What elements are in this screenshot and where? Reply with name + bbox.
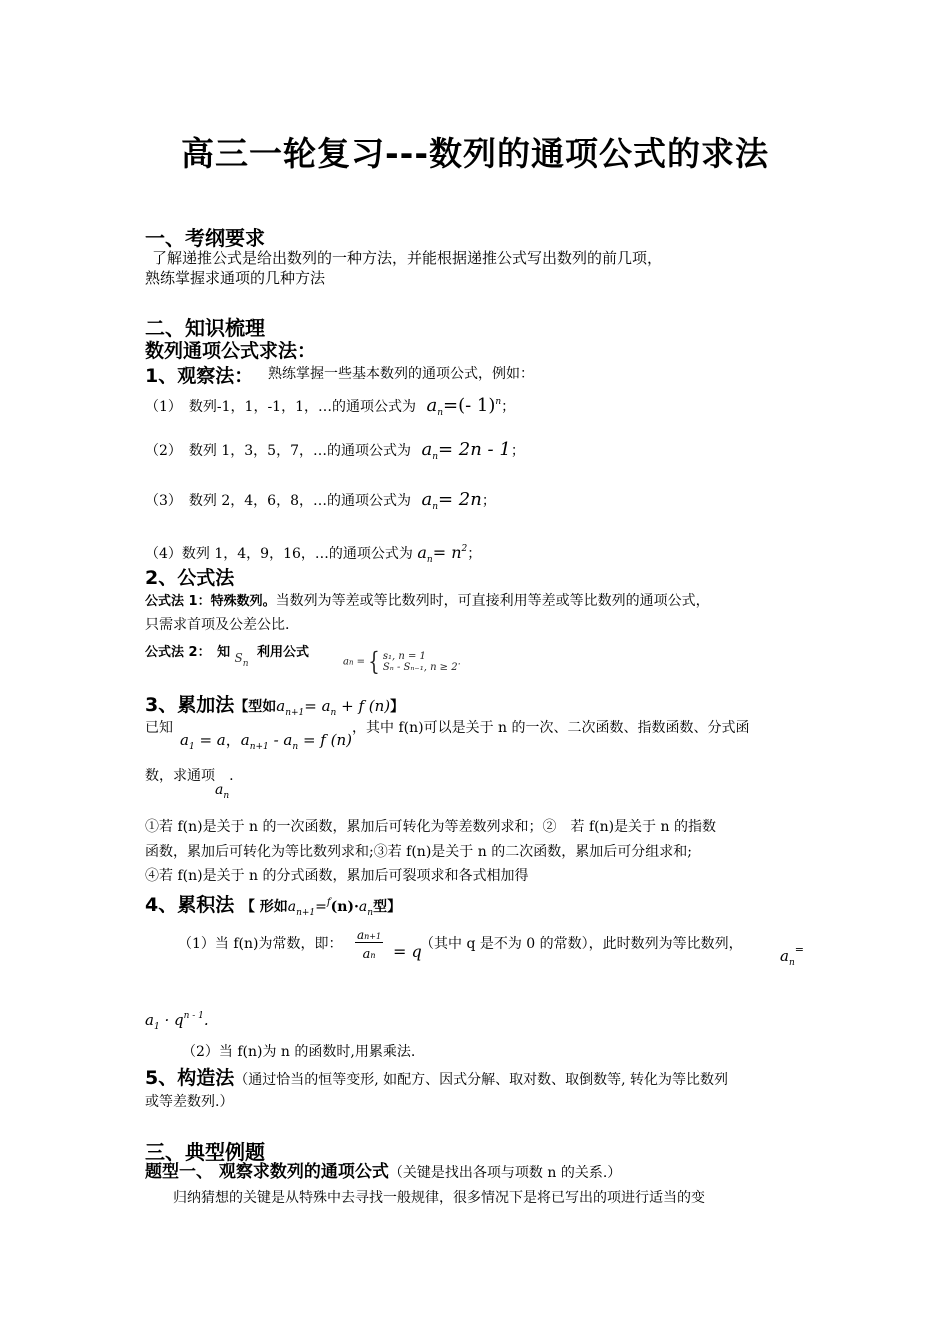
formula-method-1-label: 公式法 1：特殊数列。 xyxy=(145,594,276,609)
method-3-type-formula xyxy=(276,697,391,718)
formula-a: a xyxy=(417,543,427,562)
section-heading-exam-requirements: 一、考纲要求 xyxy=(145,226,265,250)
den-sub: n xyxy=(370,951,376,960)
formula-a: a xyxy=(426,395,438,416)
method-4-type-formula xyxy=(287,897,374,918)
method-3-heading xyxy=(145,690,404,718)
formula-method-2-line xyxy=(145,640,309,670)
example-1-line xyxy=(145,390,515,425)
method-4-case-1 xyxy=(178,932,342,956)
method-3-para-2: 函数，累加后可转化为等比数列求和;③若 f(n)是关于 n 的二次函数，累加后可分组求和; xyxy=(145,844,692,860)
an-a: a xyxy=(780,947,789,965)
num-a: a xyxy=(357,928,365,942)
k-minus: - a xyxy=(273,731,293,749)
method-4-case-1-rest: （其中 q 是不为 0 的常数），此时数列为等比数列， xyxy=(420,936,743,952)
formula-sub: n xyxy=(432,452,438,462)
f-a-sub: n+1 xyxy=(285,708,305,718)
an-sub: n xyxy=(788,958,795,968)
formula-rest: = 2n - 1 xyxy=(437,439,511,460)
example-2-formula xyxy=(421,439,510,460)
f-mid-sub: n xyxy=(330,708,337,718)
known-label: 已知 xyxy=(145,720,173,736)
f-mid: = a xyxy=(304,697,331,715)
num-sub: n+1 xyxy=(364,932,382,941)
example-3-formula xyxy=(421,489,481,510)
ratio-numerator xyxy=(355,928,383,943)
k-an-sub: n xyxy=(292,742,299,752)
formula-method-1-text: 当数列为等差或等比数列时，可直接利用等差或等比数列的通项公式， xyxy=(275,593,710,609)
g-end: . xyxy=(203,1011,209,1029)
f4-eq: = xyxy=(315,899,327,915)
method-5-text-1: （通过恰当的恒等变形, 如配方、因式分解、取对数、取倒数等, 转化为等比数列 xyxy=(234,1072,729,1088)
example-4-tail: ； xyxy=(467,546,482,562)
an-eq: = xyxy=(794,943,804,956)
formula-a: a xyxy=(421,439,433,460)
l2-a-sub: n xyxy=(223,791,230,801)
example-3-line xyxy=(145,488,496,519)
method-4-bracket-open: 【 形如 xyxy=(240,899,288,915)
method-5-line-1 xyxy=(145,1066,728,1092)
ratio-eq-q: = q xyxy=(393,942,422,961)
method-3-known-formula xyxy=(180,728,352,759)
k-a1: a xyxy=(180,731,189,749)
line2-text: 数，求通项 xyxy=(145,768,215,784)
method-5-heading: 5、构造法 xyxy=(145,1067,235,1089)
example-4-formula xyxy=(417,543,468,565)
piecewise-case-1: s₁, n = 1 xyxy=(382,651,426,662)
piecewise-formula: an = { s₁, n = 1 Sₙ - Sₙ₋₁, n ≥ 2 . xyxy=(343,647,461,677)
method-4-type-label: 型】 xyxy=(373,899,402,915)
type-1-line xyxy=(145,1160,621,1185)
formula-sub: n xyxy=(432,502,438,512)
method-3-para-3: ④若 f(n)是关于 n 的分式函数，累加后可裂项求和各式相加得 xyxy=(145,868,529,884)
example-2-tail: ； xyxy=(510,443,525,459)
method-3-bracket-close: 】 xyxy=(390,699,405,715)
f4-a: a xyxy=(287,899,297,915)
line2-end: . xyxy=(229,768,234,784)
example-2-line xyxy=(145,438,525,469)
method-4-case-2: （2）当 f(n)为 n 的函数时,用累乘法. xyxy=(182,1044,416,1060)
exam-requirements-line-1: 了解递推公式是给出数列的一种方法，并能根据递推公式写出数列的前几项， xyxy=(152,249,663,267)
s-letter: S xyxy=(234,651,243,665)
type-1-heading: 题型一、 观察求数列的通项公式 xyxy=(145,1162,389,1182)
subheading-general-term-methods: 数列通项公式求法： xyxy=(145,340,317,362)
example-1-label: （1） 数列-1，1，-1，1，…的通项公式为 xyxy=(145,399,416,415)
c1-text: （1）当 f(n)为常数，即： xyxy=(178,936,343,952)
method-2-heading: 2、公式法 xyxy=(145,567,235,589)
k-an1: a xyxy=(240,731,250,749)
k-comma: ， xyxy=(225,731,241,749)
method-3-known-line xyxy=(145,716,173,740)
g-q: · q xyxy=(164,1011,184,1029)
ratio-denominator xyxy=(355,943,383,962)
f-end: + f (n) xyxy=(341,697,391,715)
example-1-tail: ； xyxy=(501,399,516,415)
s-n-symbol xyxy=(234,651,249,669)
method-1-heading: 1、观察法： xyxy=(145,365,254,387)
f4-an-sub: n xyxy=(367,908,374,918)
method-3-para-1: ①若 f(n)是关于 n 的一次函数，累加后可转化为等差数列求和；② 若 f(n)是关于 n 的指数 xyxy=(145,819,716,835)
brace-icon: { xyxy=(368,647,380,677)
piecewise-a: a xyxy=(343,656,349,668)
method-4-geometric-term xyxy=(145,1004,209,1039)
method-4-title: 4、累积法 xyxy=(145,894,235,916)
f-a: a xyxy=(276,697,286,715)
example-3-label: （3） 数列 2，4，6，8，…的通项公式为 xyxy=(145,493,411,509)
type-1-note: （关键是找出各项与项数 n 的关系.） xyxy=(388,1165,622,1181)
type-1-paragraph: 归纳猜想的关键是从特殊中去寻找一般规律，很多情况下是将已写出的项进行适当的变 xyxy=(173,1190,705,1206)
formula-method-2-label-b: 利用公式 xyxy=(257,645,310,660)
method-4-an-eq xyxy=(780,938,804,975)
method-3-title: 3、累加法 xyxy=(145,694,235,716)
method-4-heading xyxy=(145,890,401,918)
example-4-label: （4）数列 1，4，9，16，…的通项公式为 xyxy=(145,546,413,562)
formula-sup: 2 xyxy=(461,544,468,554)
formula-sup: n xyxy=(495,397,502,407)
piecewise-tail: . xyxy=(457,656,461,668)
l2-a: a xyxy=(215,782,224,798)
method-3-bracket-open: 【型如 xyxy=(234,699,277,715)
formula-method-1-line-2: 只需求首项及公差公比. xyxy=(145,617,290,633)
k-fn: = f (n) xyxy=(302,731,352,749)
method-1-desc: 熟练掌握一些基本数列的通项公式，例如： xyxy=(268,366,534,382)
formula-method-2-label: 公式法 2： 知 xyxy=(145,645,231,660)
line2-an xyxy=(215,782,230,801)
k-a1-sub: 1 xyxy=(188,742,195,752)
s-sub: n xyxy=(242,659,249,669)
f4-f: f xyxy=(326,897,331,908)
method-5-line-2: 或等差数列.） xyxy=(145,1094,234,1110)
formula-method-1-line xyxy=(145,589,710,614)
piecewise-case-2: Sₙ - Sₙ₋₁, n ≥ 2 xyxy=(382,662,458,673)
k-an1-sub: n+1 xyxy=(249,742,269,752)
section-heading-knowledge: 二、知识梳理 xyxy=(145,316,265,340)
example-2-label: （2） 数列 1，3，5，7，…的通项公式为 xyxy=(145,443,411,459)
piecewise-cases xyxy=(383,651,458,673)
f4-n: (n)· xyxy=(330,899,359,915)
formula-sub: n xyxy=(426,555,433,565)
page-title: 高三一轮复习---数列的通项公式的求法 xyxy=(180,134,770,173)
f4-an: a xyxy=(358,899,368,915)
g-a: a xyxy=(145,1011,154,1029)
formula-a: a xyxy=(421,489,433,510)
formula-rest: = 2n xyxy=(437,489,482,510)
piecewise-a-sub: n xyxy=(348,658,354,667)
example-1-formula xyxy=(426,395,501,416)
exam-requirements-line-2: 熟练掌握求通项的几种方法 xyxy=(145,269,326,287)
ratio-fraction xyxy=(355,928,383,962)
g-a-sub: 1 xyxy=(153,1022,160,1032)
f4-a-sub: n+1 xyxy=(296,908,316,918)
method-3-known-rest: ，其中 f(n)可以是关于 n 的一次、二次函数、指数函数、分式函 xyxy=(352,720,750,736)
method-3-line-2 xyxy=(145,764,234,801)
section-heading-typical-examples: 三、典型例题 xyxy=(145,1140,265,1164)
den-a: a xyxy=(362,947,371,962)
g-q-sup: n - 1 xyxy=(183,1011,204,1021)
formula-rest: = n xyxy=(432,543,462,562)
example-3-tail: ； xyxy=(481,493,496,509)
k-eq: = a xyxy=(199,731,226,749)
formula-rest: =(- 1) xyxy=(442,395,496,416)
formula-sub: n xyxy=(437,408,443,418)
